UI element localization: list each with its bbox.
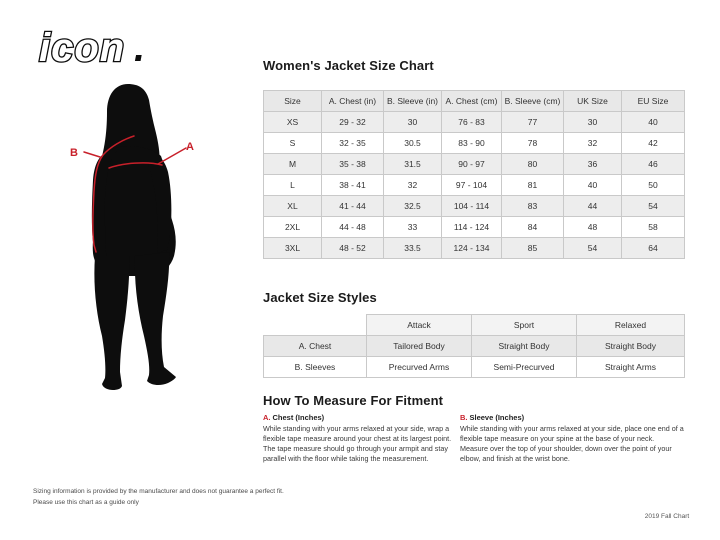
table-row: [264, 336, 685, 357]
measure-sleeve-label-text: Sleeve (Inches): [469, 413, 525, 422]
style-chart-title: Jacket Size Styles: [263, 290, 377, 305]
row-header-cell: A. Chest: [264, 336, 367, 357]
cell: XS: [264, 112, 322, 133]
icon-logo-trademark-dot: .: [134, 26, 146, 70]
cell: 32.5: [384, 196, 442, 217]
cell: 2XL: [264, 217, 322, 238]
style-chart-table: [263, 314, 685, 378]
cell: 81: [502, 175, 564, 196]
cell: 84: [502, 217, 564, 238]
table-row: [264, 133, 685, 154]
cell: 40: [622, 112, 685, 133]
cell: Tailored Body: [367, 336, 472, 357]
cell: 78: [502, 133, 564, 154]
cell: 58: [622, 217, 685, 238]
cell: 104 - 114: [442, 196, 502, 217]
table-row: [264, 154, 685, 175]
cell: 77: [502, 112, 564, 133]
table-row: [264, 196, 685, 217]
measure-sleeve-text: While standing with your arms relaxed at your side, place one end of a flexible tape measure on your spine at the base of your neck. Measure over the top of your shoulder, down over the point of your elbow, and finish at the wrist bone.: [460, 424, 684, 463]
measurement-figure: [35, 78, 240, 403]
table-row: [264, 175, 685, 196]
measure-chest-label-text: Chest (Inches): [272, 413, 325, 422]
measure-section-title: How To Measure For Fitment: [263, 393, 444, 408]
label-b-pointer-line: [84, 152, 100, 157]
header-cell: B. Sleeve (in): [384, 91, 442, 112]
disclaimer-line-2: Please use this chart as a guide only: [33, 499, 139, 506]
cell: 48: [564, 217, 622, 238]
sizing-disclaimer: [33, 486, 284, 508]
measure-sleeve-label: [460, 413, 684, 422]
cell: 85: [502, 238, 564, 259]
cell: Precurved Arms: [367, 357, 472, 378]
cell: 33: [384, 217, 442, 238]
cell: 50: [622, 175, 685, 196]
empty-corner-cell: [264, 315, 367, 336]
cell: 38 - 41: [322, 175, 384, 196]
cell: 83: [502, 196, 564, 217]
cell: 36: [564, 154, 622, 175]
size-chart-table: [263, 90, 685, 259]
cell: Straight Body: [472, 336, 577, 357]
cell: 3XL: [264, 238, 322, 259]
cell: 44: [564, 196, 622, 217]
measure-sleeve-prefix: B.: [460, 413, 468, 422]
cell: 32: [384, 175, 442, 196]
label-a-pointer-line: [158, 148, 186, 164]
measure-label-a: A: [186, 141, 194, 153]
measure-chest-label: [263, 413, 453, 422]
cell: 114 - 124: [442, 217, 502, 238]
header-cell: Relaxed: [577, 315, 685, 336]
icon-logo: [36, 26, 171, 70]
cell: 64: [622, 238, 685, 259]
cell: 31.5: [384, 154, 442, 175]
measure-chest-block: [263, 413, 453, 464]
cell: 30: [384, 112, 442, 133]
row-header-cell: B. Sleeves: [264, 357, 367, 378]
cell: S: [264, 133, 322, 154]
header-cell: A. Chest (cm): [442, 91, 502, 112]
cell: 42: [622, 133, 685, 154]
table-row: [264, 357, 685, 378]
cell: 83 - 90: [442, 133, 502, 154]
table-header-row: [264, 315, 685, 336]
header-cell: EU Size: [622, 91, 685, 112]
header-cell: Size: [264, 91, 322, 112]
table-row: [264, 112, 685, 133]
measure-label-b: B: [70, 147, 78, 159]
cell: 33.5: [384, 238, 442, 259]
cell: 41 - 44: [322, 196, 384, 217]
cell: 29 - 32: [322, 112, 384, 133]
header-cell: Sport: [472, 315, 577, 336]
cell: 124 - 134: [442, 238, 502, 259]
measure-sleeve-block: [460, 413, 684, 464]
measure-chest-prefix: A.: [263, 413, 271, 422]
cell: 35 - 38: [322, 154, 384, 175]
cell: 48 - 52: [322, 238, 384, 259]
table-header-row: [264, 91, 685, 112]
cell: 76 - 83: [442, 112, 502, 133]
header-cell: B. Sleeve (cm): [502, 91, 564, 112]
cell: 46: [622, 154, 685, 175]
table-row: [264, 217, 685, 238]
cell: 40: [564, 175, 622, 196]
cell: 80: [502, 154, 564, 175]
cell: 97 - 104: [442, 175, 502, 196]
cell: Straight Body: [577, 336, 685, 357]
disclaimer-line-1: Sizing information is provided by the manufacturer and does not guarantee a perfect fit.: [33, 488, 284, 495]
cell: XL: [264, 196, 322, 217]
chart-version: 2019 Fall Chart: [644, 513, 690, 520]
chart-content: [263, 58, 684, 464]
cell: 90 - 97: [442, 154, 502, 175]
cell: Straight Arms: [577, 357, 685, 378]
size-chart-title: Women's Jacket Size Chart: [263, 58, 434, 73]
cell: M: [264, 154, 322, 175]
header-cell: Attack: [367, 315, 472, 336]
silhouette-left-leg: [94, 256, 129, 390]
cell: 54: [622, 196, 685, 217]
header-cell: UK Size: [564, 91, 622, 112]
header-cell: A. Chest (in): [322, 91, 384, 112]
silhouette-right-leg: [135, 252, 176, 385]
measure-instructions: [263, 413, 684, 464]
table-row: [264, 238, 685, 259]
icon-logo-text: icon: [39, 26, 126, 70]
cell: 32 - 35: [322, 133, 384, 154]
cell: 30: [564, 112, 622, 133]
measure-chest-text: While standing with your arms relaxed at your side, wrap a flexible tape measure around your chest at its largest point. The tape measure should go through your armpit and stay parallel with the floor while taking the measurement.: [263, 424, 452, 463]
woman-silhouette: [92, 84, 176, 390]
cell: 30.5: [384, 133, 442, 154]
cell: 54: [564, 238, 622, 259]
cell: L: [264, 175, 322, 196]
cell: Semi-Precurved: [472, 357, 577, 378]
cell: 32: [564, 133, 622, 154]
cell: 44 - 48: [322, 217, 384, 238]
